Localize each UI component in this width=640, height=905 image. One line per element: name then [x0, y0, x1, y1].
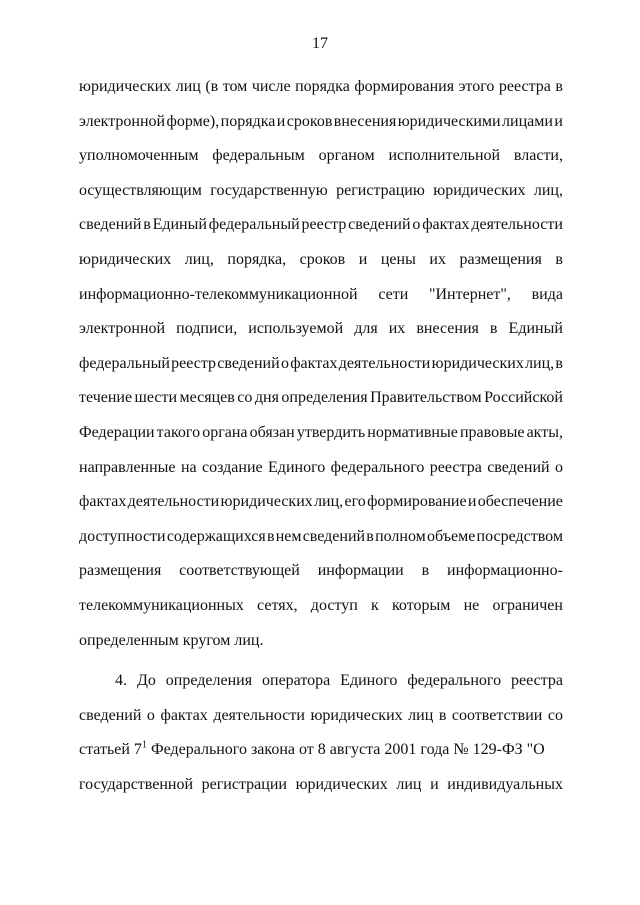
- word: Единый: [508, 320, 563, 338]
- word: реестра: [511, 672, 563, 690]
- word: направленные: [79, 458, 176, 476]
- word: лиц: [408, 706, 434, 724]
- word: доступности: [79, 527, 166, 545]
- word: такого: [156, 423, 201, 441]
- text-segment: статьей 7: [79, 741, 142, 759]
- word: Единого: [268, 458, 326, 476]
- word: реестр: [301, 216, 347, 234]
- word: "Интернет",: [428, 285, 511, 303]
- word: доступ: [310, 596, 358, 614]
- word: в: [421, 562, 430, 580]
- word: индивидуальных: [447, 775, 563, 793]
- word: и: [554, 112, 563, 130]
- text-line: [79, 312, 563, 347]
- text-line: [79, 347, 563, 382]
- word: До: [136, 672, 156, 690]
- word: определения: [165, 672, 253, 690]
- word: лиц,: [184, 250, 214, 268]
- word: содержащихся: [166, 527, 266, 545]
- word: размещения: [79, 562, 162, 580]
- word: сроков: [299, 250, 346, 268]
- word: реестра: [498, 78, 551, 95]
- word: соответствии: [451, 706, 543, 724]
- word: форме),: [166, 112, 220, 130]
- text-line: [79, 554, 563, 589]
- text-line: [79, 733, 563, 768]
- word: обеспечение: [477, 493, 563, 511]
- word: фактах: [422, 216, 470, 234]
- word: этого: [458, 78, 495, 95]
- word: определения: [281, 389, 368, 407]
- superscript: 1: [141, 739, 147, 751]
- word: создание: [202, 458, 263, 476]
- word: (в: [205, 78, 219, 95]
- word: нем: [275, 527, 302, 545]
- word: не: [463, 596, 480, 614]
- word: Единого: [340, 672, 398, 690]
- word: федеральным: [212, 147, 305, 165]
- word: Правительством: [370, 389, 482, 407]
- word: фактах: [290, 354, 338, 372]
- word: электронной: [79, 320, 166, 338]
- word: юридических: [79, 250, 172, 268]
- word: и: [430, 775, 439, 793]
- word: государственной: [79, 775, 194, 793]
- word: информации: [317, 562, 404, 580]
- word: правовые: [459, 423, 525, 441]
- text-line: определенным кругом лиц.: [79, 631, 264, 649]
- word: посредством: [476, 527, 563, 545]
- word: в: [438, 706, 447, 724]
- word: сетях,: [257, 596, 298, 614]
- text-line: [79, 699, 563, 734]
- word: деятельности: [213, 706, 305, 724]
- document-body: [79, 70, 563, 802]
- word: в: [366, 527, 374, 545]
- word: о: [280, 354, 289, 372]
- text-line: [79, 416, 563, 451]
- word: органом: [318, 147, 375, 165]
- word: государственную: [210, 181, 328, 199]
- word: в: [555, 250, 563, 268]
- word: юридических: [295, 775, 388, 793]
- word: обязан: [249, 423, 295, 441]
- text-line: [79, 381, 563, 416]
- word: лиц,: [533, 181, 563, 199]
- word: юридических: [79, 78, 172, 95]
- word: деятельности: [127, 493, 220, 511]
- word: осуществляющим: [79, 181, 202, 199]
- word: федеральный: [79, 354, 170, 372]
- word: дня: [254, 389, 279, 407]
- word: федерального: [330, 458, 425, 476]
- word: о: [555, 458, 563, 476]
- word: информационно-телекоммуникационной: [79, 285, 358, 303]
- word: том: [222, 78, 248, 95]
- word: внесения: [333, 112, 397, 130]
- word: ограничен: [492, 596, 563, 614]
- word: сети: [378, 285, 409, 303]
- word: сведений: [217, 354, 280, 372]
- word: размещения: [459, 250, 542, 268]
- word: оператора: [262, 672, 331, 690]
- word: в: [489, 320, 498, 338]
- text-line: [79, 139, 563, 174]
- word: лиц,: [525, 354, 555, 372]
- word: фактах: [79, 493, 127, 511]
- word: 4.: [115, 672, 127, 690]
- word: федерального: [407, 672, 502, 690]
- word: электронной: [79, 112, 166, 130]
- paragraph-1: [79, 70, 563, 658]
- word: фактах: [160, 706, 208, 724]
- word: в: [266, 527, 275, 545]
- word: о: [146, 706, 155, 724]
- word: для: [354, 320, 378, 338]
- word: лиц: [396, 775, 422, 793]
- word: Федерации: [79, 423, 155, 441]
- word: Российской: [484, 389, 563, 407]
- word: акты,: [526, 423, 563, 441]
- word: органа: [202, 423, 248, 441]
- word: к: [370, 596, 379, 614]
- word: его: [344, 493, 366, 511]
- word: подписи,: [176, 320, 238, 338]
- word: их: [388, 320, 406, 338]
- word: формирования: [354, 78, 455, 95]
- word: и: [358, 250, 368, 268]
- word: сведений: [348, 216, 411, 234]
- word: в: [555, 354, 563, 372]
- word: лиц: [175, 78, 201, 95]
- word: на: [180, 458, 197, 476]
- word: объеме: [426, 527, 476, 545]
- word: сведений: [302, 527, 366, 545]
- word: порядка: [295, 78, 350, 95]
- word: полном: [375, 527, 426, 545]
- word: уполномоченным: [79, 147, 199, 165]
- word: юридических: [220, 493, 313, 511]
- word: юридических: [433, 181, 526, 199]
- word: деятельности: [471, 216, 563, 234]
- text-line: [79, 664, 563, 699]
- word: в: [555, 78, 563, 95]
- word: шести: [134, 389, 178, 407]
- word: нормативные: [367, 423, 458, 441]
- word: юридическими: [397, 112, 501, 130]
- word: регистрацию: [336, 181, 425, 199]
- word: в: [143, 216, 151, 234]
- word: со: [547, 706, 563, 724]
- word: и: [467, 493, 477, 511]
- word: утвердить: [296, 423, 366, 441]
- text-line: [79, 70, 563, 105]
- text-line: [79, 243, 563, 278]
- word: реестра: [429, 458, 482, 476]
- text-line: [79, 768, 563, 803]
- word: вида: [531, 285, 563, 303]
- text-line: [79, 485, 563, 520]
- word: формирование: [367, 493, 467, 511]
- word: Единый: [152, 216, 207, 234]
- word: соответствующей: [179, 562, 300, 580]
- text-line: [79, 278, 563, 313]
- text-segment: Федерального закона от 8 августа 2001 года № 129-ФЗ "О: [146, 741, 545, 759]
- word: лиц,: [314, 493, 344, 511]
- word: сроков: [286, 112, 333, 130]
- text-line: [79, 589, 563, 624]
- word: сведений: [79, 706, 142, 724]
- word: сведений: [79, 216, 142, 234]
- word: реестр: [171, 354, 217, 372]
- page-number: 17: [312, 35, 328, 52]
- word: их: [429, 250, 446, 268]
- word: со: [237, 389, 253, 407]
- text-line: [79, 520, 563, 555]
- word: порядка: [220, 112, 276, 130]
- word: деятельности: [338, 354, 431, 372]
- text-line: [79, 105, 563, 140]
- word: регистрации: [201, 775, 287, 793]
- word: внесения: [416, 320, 479, 338]
- word: федеральный: [208, 216, 300, 234]
- word: исполнительной: [388, 147, 501, 165]
- word: числе: [251, 78, 291, 95]
- word: власти,: [513, 147, 563, 165]
- word: цены: [380, 250, 416, 268]
- word: течение: [79, 389, 133, 407]
- word: лицами: [502, 112, 553, 130]
- word: юридических: [310, 706, 403, 724]
- word: сведений: [487, 458, 550, 476]
- word: месяцев: [179, 389, 235, 407]
- word: используемой: [248, 320, 344, 338]
- word: информационно-: [447, 562, 563, 580]
- text-line: [79, 208, 563, 243]
- word: юридических: [431, 354, 524, 372]
- text-line: [79, 451, 563, 486]
- word: о: [412, 216, 421, 234]
- word: и: [276, 112, 286, 130]
- word: телекоммуникационных: [79, 596, 244, 614]
- text-line: [79, 174, 563, 209]
- word: которым: [391, 596, 451, 614]
- word: порядка,: [227, 250, 287, 268]
- paragraph-2: [79, 664, 563, 802]
